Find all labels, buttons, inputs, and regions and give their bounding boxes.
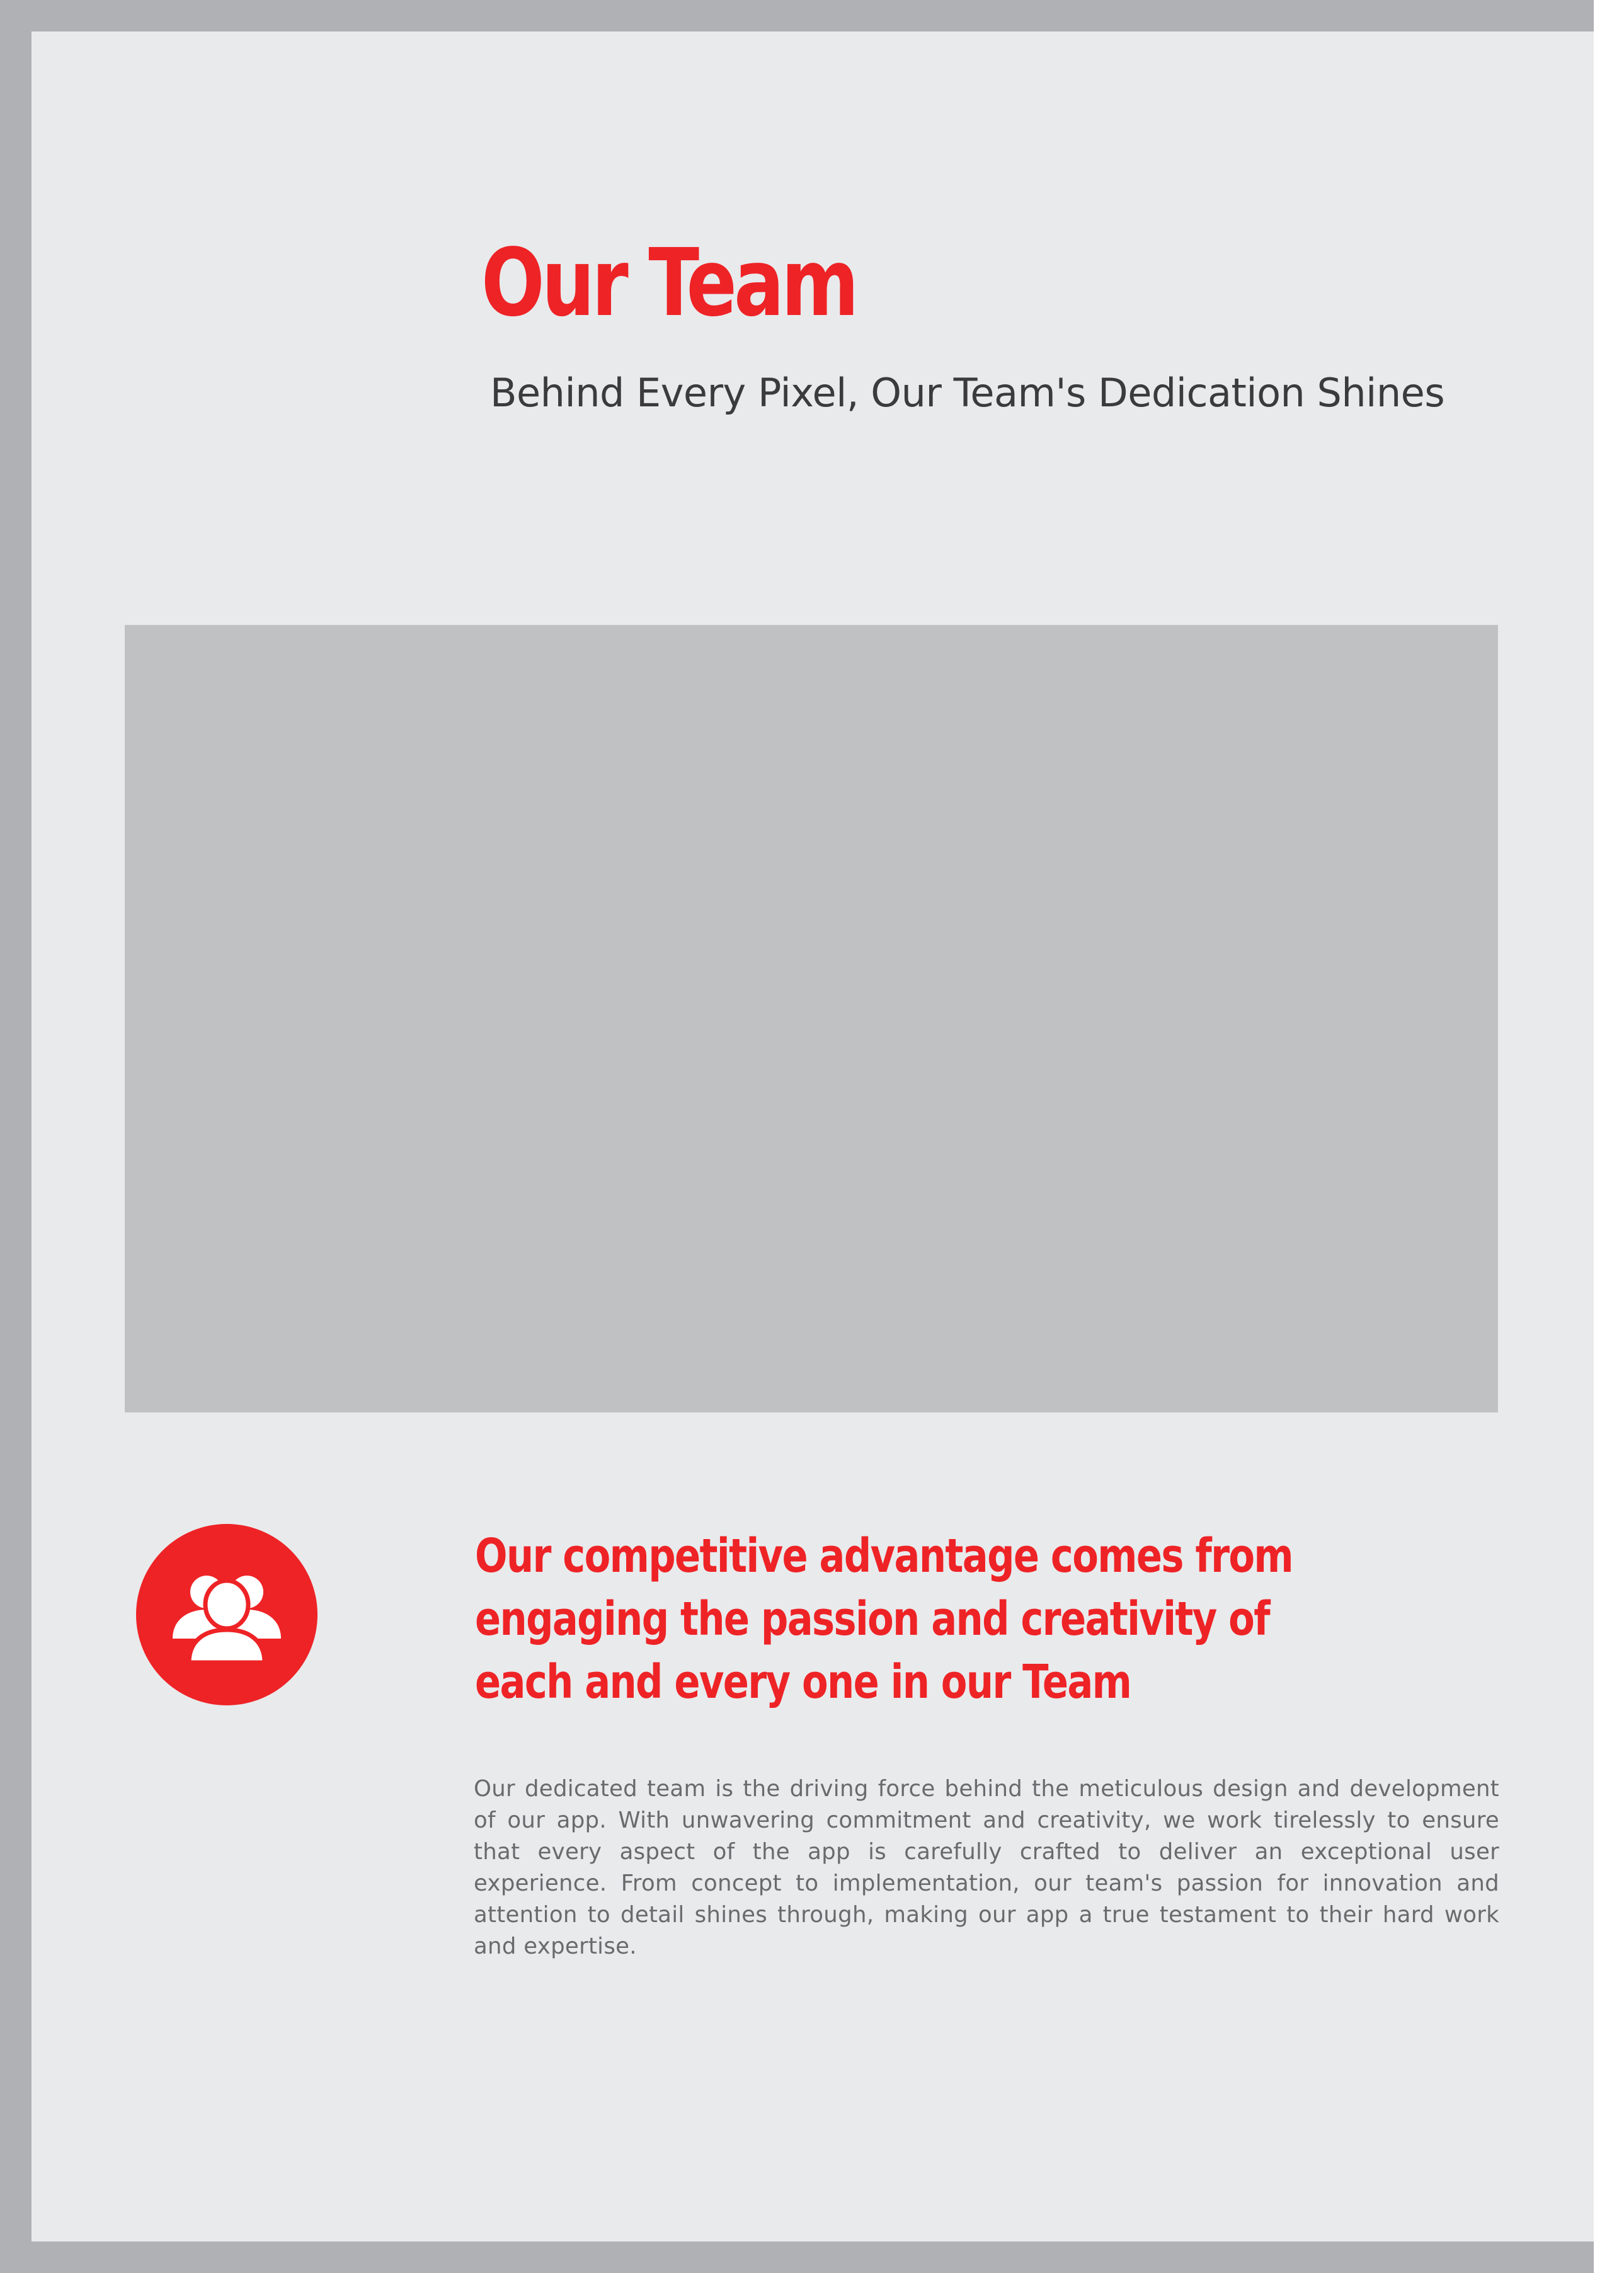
headline-line-3: each and every one in our Team [475, 1655, 1131, 1709]
page-subtitle: Behind Every Pixel, Our Team's Dedication Shines [490, 370, 1445, 416]
headline-line-1: Our competitive advantage comes from [475, 1529, 1293, 1583]
team-icon [136, 1524, 317, 1705]
feature-headline [475, 1525, 1456, 1714]
page-title: Our Team [481, 229, 856, 337]
headline-line-2: engaging the passion and creativity of [475, 1592, 1269, 1646]
page [31, 31, 1594, 2242]
feature-body: Our dedicated team is the driving force behind the meticulous design and development of our app. With unwavering commitment and creativity, we work tirelessly to ensure that every aspect of the app is carefully crafted to deliver an exceptional user experience. From concept to implementation, our team's passion for innovation and attention to detail shines through, making our app a true testament to their hard work and expertise. [474, 1776, 1499, 1959]
image-placeholder [125, 625, 1498, 1412]
